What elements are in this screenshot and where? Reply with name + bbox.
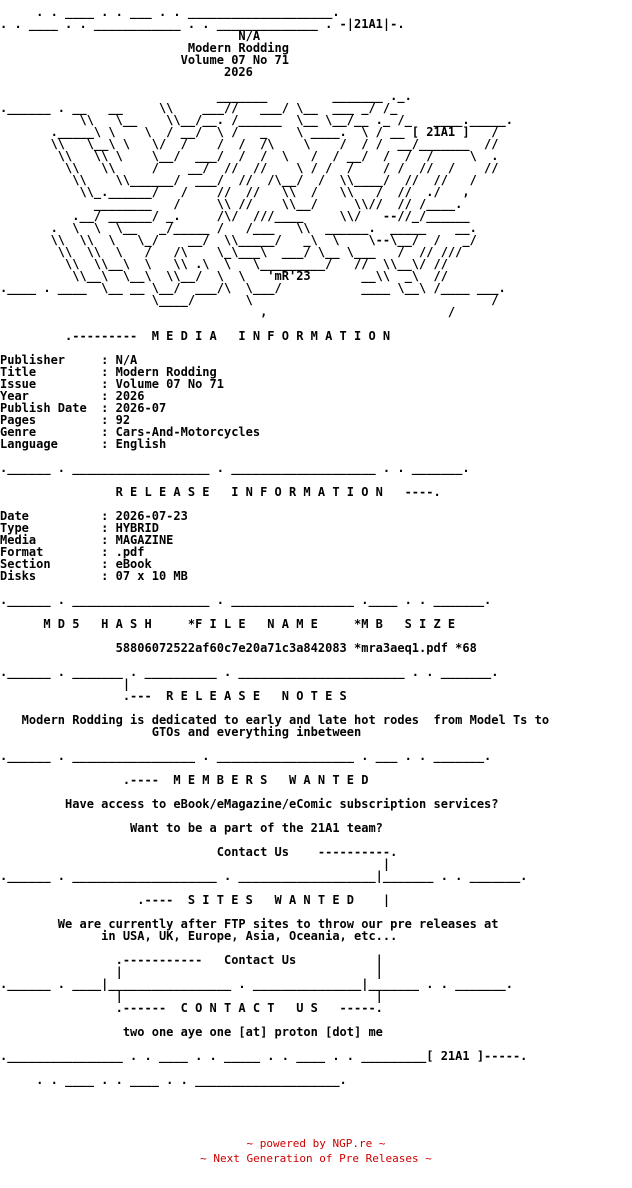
nfo-line: Year : 2026 bbox=[0, 389, 145, 403]
nfo-line: \\ \__\ \ \/ / / / /\ \ / / / __/_______ // bbox=[0, 137, 499, 151]
footer-tagline: ~ Next Generation of Pre Releases ~ bbox=[200, 1152, 432, 1165]
nfo-line: .________________ . . ____ . . _____ . . ____ . . _________[ 21A1 ]-----. bbox=[0, 1049, 528, 1063]
nfo-line: Publish Date : 2026-07 bbox=[0, 401, 167, 415]
nfo-line: Genre : Cars-And-Motorcycles bbox=[0, 425, 261, 439]
nfo-line: \____/ \ / bbox=[0, 293, 499, 307]
nfo-line: Pages : 92 bbox=[0, 413, 131, 427]
nfo-line: N/A bbox=[0, 29, 261, 43]
nfo-line: _______ _______ ._. bbox=[0, 89, 412, 103]
nfo-line: in USA, UK, Europe, Asia, Oceania, etc... bbox=[0, 929, 398, 943]
nfo-line: \\_.______/ / // // \\ / \\ / // ./ , bbox=[0, 185, 470, 199]
nfo-line: We are currently after FTP sites to throw our pre releases at bbox=[0, 917, 499, 931]
nfo-line: .--------- M E D I A I N F O R M A T I O N bbox=[0, 329, 391, 343]
nfo-line: \\ \\ / __/ // // \ / / / / / // / // bbox=[0, 161, 499, 175]
nfo-line: .__/ ______/ _. /\/ ///____ \\/ --//_/______ bbox=[0, 209, 470, 223]
nfo-line: Type : HYBRID bbox=[0, 521, 159, 535]
nfo-line: \\__\ \__\ \\__/ \ \ 'mR'23 __\\ _\ // bbox=[0, 269, 448, 283]
nfo-line: .______ . ____|_________________ . _______________|_______ . . _______. bbox=[0, 977, 513, 991]
nfo-line: Want to be a part of the 21A1 team? bbox=[0, 821, 383, 835]
nfo-line bbox=[0, 1086, 632, 1098]
nfo-line: Contact Us ----------. bbox=[0, 845, 398, 859]
nfo-line: 58806072522af60c7e20a71c3a842083 *mra3aeq1.pdf *68 bbox=[0, 641, 477, 655]
nfo-line: . . ____ . . ____ . . ____________________. bbox=[0, 1073, 347, 1087]
nfo-line: Disks : 07 x 10 MB bbox=[0, 569, 188, 583]
nfo-line: \\ \\______/ ___/ // /\__/ / \\____/ // // / bbox=[0, 173, 477, 187]
nfo-line: .______ . _______ . __________ . _______________________ . . _______. bbox=[0, 665, 499, 679]
nfo-line: M D 5 H A S H *F I L E N A M E *M B S I Z E bbox=[0, 617, 456, 631]
nfo-line: \\ \\ \ \__/ ___/ / / \ / / __/ / / / \ . bbox=[0, 149, 499, 163]
nfo-line: Date : 2026-07-23 bbox=[0, 509, 188, 523]
nfo-line: R E L E A S E I N F O R M A T I O N ----. bbox=[0, 485, 441, 499]
footer-powered-by: ~ powered by NGP.re ~ bbox=[246, 1137, 386, 1150]
nfo-line: Title : Modern Rodding bbox=[0, 365, 217, 379]
nfo-line: | bbox=[0, 857, 391, 871]
nfo-line: Issue : Volume 07 No 71 bbox=[0, 377, 224, 391]
nfo-line: 2026 bbox=[0, 65, 253, 79]
nfo-line: . . ____ . . ____________ . . ______________ . -|21A1|-. bbox=[0, 17, 405, 31]
nfo-line: , / bbox=[0, 305, 456, 319]
nfo-line: \\ \\ \ \_/ __/ \\_____/ _\ \ \--\__/ / _/ bbox=[0, 233, 477, 247]
nfo-line: Modern Rodding is dedicated to early and late hot rodes from Model Ts to bbox=[0, 713, 550, 727]
nfo-line: .______ . _________________ . ___________________ . ___ . . _______. bbox=[0, 749, 492, 763]
nfo-line: .______ . ____________________ . ___________________|_______ . . _______. bbox=[0, 869, 528, 883]
nfo-line: Section : eBook bbox=[0, 557, 152, 571]
nfo-line: .______ . __ __ \\ ___// ___/ \__ ___ _/ /_ bbox=[0, 101, 398, 115]
nfo-line: Modern Rodding bbox=[0, 41, 289, 55]
nfo-line: .--- R E L E A S E N O T E S bbox=[0, 689, 347, 703]
footer bbox=[0, 1136, 632, 1166]
nfo-line: two one aye one [at] proton [dot] me bbox=[0, 1025, 383, 1039]
nfo-line: | bbox=[0, 677, 131, 691]
nfo-line: .---- M E M B E R S W A N T E D bbox=[0, 773, 369, 787]
nfo-line: Format : .pdf bbox=[0, 545, 145, 559]
nfo-line: . \ \ \__ _/_____ / /___ \\ ______. _____ __. bbox=[0, 221, 477, 235]
nfo-line: | | bbox=[0, 965, 383, 979]
nfo-line: .---- S I T E S W A N T E D | bbox=[0, 893, 391, 907]
nfo-line: ________ / \\ // \\__/ \\// // /____. bbox=[0, 197, 463, 211]
nfo-line: \\ \\__\ \ \\ .\ \ \_________/ // \\__\/ // bbox=[0, 257, 448, 271]
nfo-line: .----------- Contact Us | bbox=[0, 953, 383, 967]
nfo-line: .______ . ___________________ . _________________ .____ . . _______. bbox=[0, 593, 492, 607]
nfo-line: .______ . ___________________ . ____________________ . . _______. bbox=[0, 461, 470, 475]
nfo-line: .------ C O N T A C T U S -----. bbox=[0, 1001, 383, 1015]
nfo-line: \\ \\ \ / /\ \_\___\ ___/ \__ \___ / // /// bbox=[0, 245, 463, 259]
nfo-line: \\ \__ \\__/__. /______ \__ \__/__ ._ /_ ____._____. bbox=[0, 113, 513, 127]
nfo-line: Have access to eBook/eMagazine/eComic subscription services? bbox=[0, 797, 499, 811]
nfo-line: Language : English bbox=[0, 437, 167, 451]
nfo-line: . . ____ . . ___ . . ____________________. bbox=[0, 5, 340, 19]
nfo-line: ._____\ \ \ / __/ \ / _ \ ____. \ / __ [ 21A1 ] / bbox=[0, 125, 499, 139]
nfo-line: Media : MAGAZINE bbox=[0, 533, 174, 547]
nfo-line: Volume 07 No 71 bbox=[0, 53, 289, 67]
nfo-line: | | bbox=[0, 989, 383, 1003]
nfo-line: Publisher : N/A bbox=[0, 353, 138, 367]
nfo-line: GTOs and everything inbetween bbox=[0, 725, 362, 739]
nfo-line: .____ . ____ \__ __ \__/ ___/\ \___/ ____ \__\ /____ ___. bbox=[0, 281, 506, 295]
